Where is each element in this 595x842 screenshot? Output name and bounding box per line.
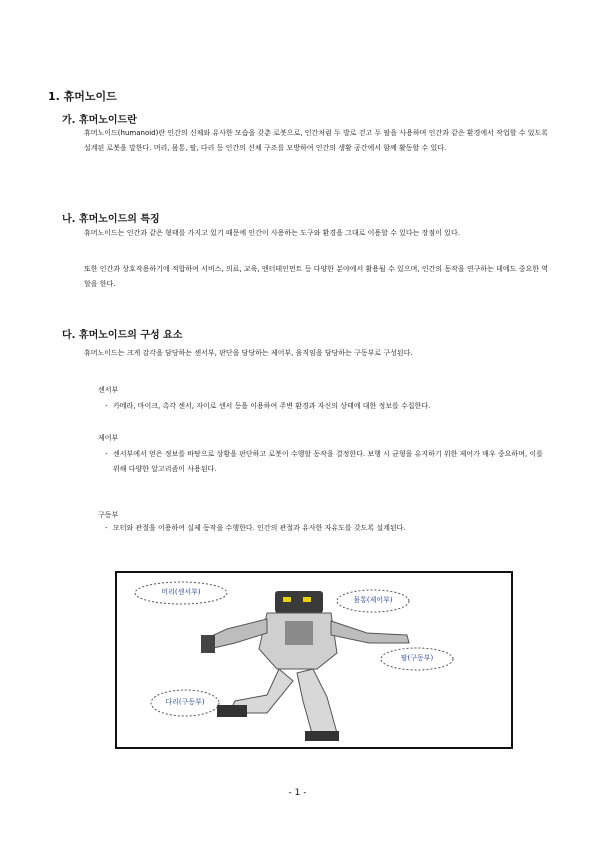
callout-label-4: 다리(구동부) [165, 698, 205, 706]
main-heading: 1. 휴머노이드 [48, 90, 117, 103]
robot-foot-left [217, 705, 247, 717]
bullet-mark: - [105, 450, 108, 458]
page-number: - 1 - [288, 788, 307, 798]
component-text-sensor [105, 399, 549, 414]
callout-label-2: 몸통(제어부) [353, 596, 393, 604]
section-title-b: 나. 휴머노이드의 특징 [62, 214, 160, 225]
robot-eye-left [283, 597, 291, 602]
robot-head [275, 591, 323, 613]
robot-figure [115, 571, 513, 749]
component-label-sensor: 센서부 [98, 386, 119, 394]
component-desc-sensor: 카메라, 마이크, 촉각 센서, 자이로 센서 등을 이용하여 주변 환경과 자신의 상태에 대한 정보를 수집한다. [113, 402, 431, 410]
section-b-paragraph-1: 휴머노이드는 인간과 같은 형태를 가지고 있기 때문에 인간이 사용하는 도구와 환경을 그대로 이용할 수 있다는 장점이 있다. [84, 229, 460, 237]
component-text-actuator [105, 521, 549, 536]
section-c-intro: 휴머노이드는 크게 감각을 담당하는 센서부, 판단을 담당하는 제어부, 움직임을 담당하는 구동부로 구성된다. [84, 349, 413, 357]
section-title-a: 가. 휴머노이드란 [62, 115, 137, 126]
component-text-control [105, 447, 549, 477]
section-a-paragraph: 휴머노이드(humanoid)란 인간의 신체와 유사한 모습을 갖춘 로봇으로, 인간처럼 두 발로 걷고 두 팔을 사용하며 인간과 같은 환경에서 작업할 수 있도록 설계된 로봇을 말한다. 머리, 몸통, 팔, 다리 등 인간의 신체 구조를 모방하여 인간의 생활 공간에서 함께 활동할 수 있다. [84, 129, 548, 152]
component-desc-control: 센서부에서 얻은 정보를 바탕으로 상황을 판단하고 로봇이 수행할 동작을 결정한다. 보행 시 균형을 유지하기 위한 제어가 매우 중요하며, 이를 위해 다양한 알고리즘이 사용된다. [113, 450, 543, 473]
bullet-mark: - [105, 402, 108, 410]
robot-arm-right [331, 621, 409, 643]
section-b-paragraph-2: 또한 인간과 상호작용하기에 적합하여 서비스, 의료, 교육, 엔터테인먼트 등 다양한 분야에서 활용될 수 있으며, 인간의 동작을 연구하는 데에도 중요한 역할을 한다. [84, 265, 548, 288]
robot-hand-left [201, 635, 215, 653]
bullet-mark: - [105, 524, 108, 532]
component-label-control: 제어부 [98, 434, 119, 442]
robot-foot-right [305, 731, 339, 741]
component-label-actuator: 구동부 [98, 511, 119, 519]
robot-eye-right [303, 597, 311, 602]
robot-leg-right [297, 669, 337, 737]
callout-label-3: 팔(구동부) [400, 654, 434, 662]
callout-label-1: 머리(센서부) [161, 588, 201, 596]
robot-illustration [117, 573, 511, 747]
component-desc-actuator: 모터와 관절을 이용하여 실제 동작을 수행한다. 인간의 관절과 유사한 자유도를 갖도록 설계된다. [113, 524, 406, 532]
robot-chest-plate [285, 621, 313, 645]
section-title-c: 다. 휴머노이드의 구성 요소 [62, 330, 183, 341]
